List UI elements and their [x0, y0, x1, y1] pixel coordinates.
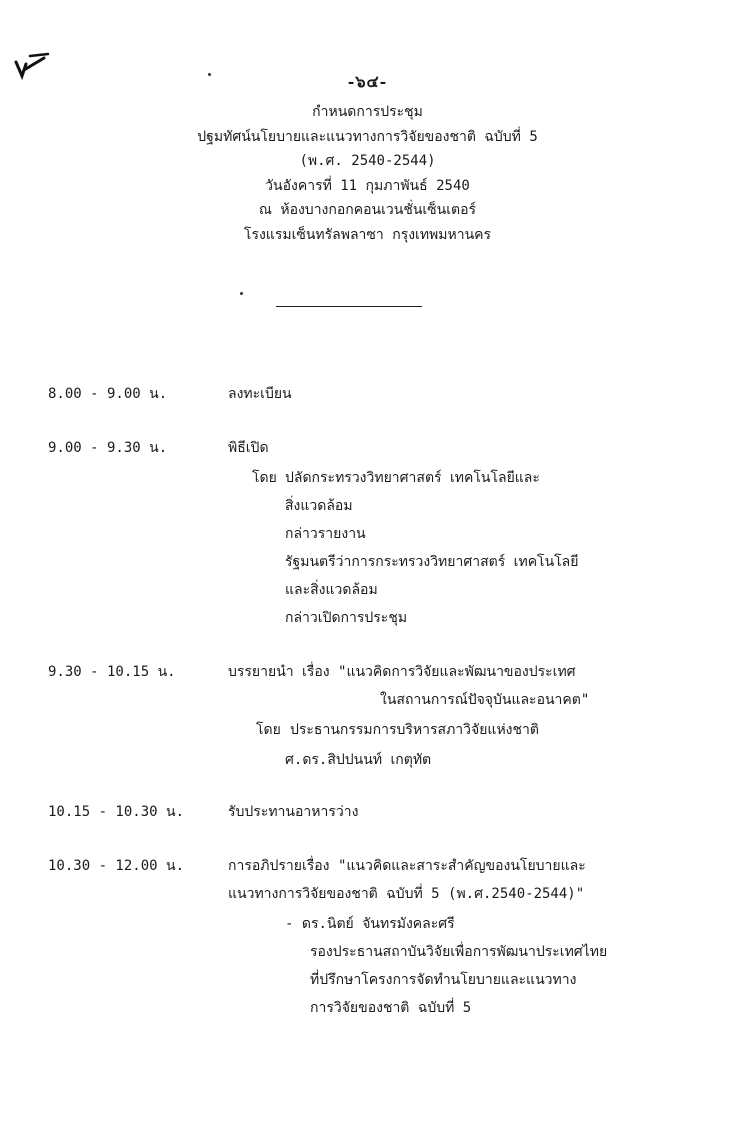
schedule-title-continued: ในสถานการณ์ปัจจุบันและอนาคต": [380, 692, 590, 708]
header-room: ณ ห้องบางกอกคอนเวนชั่นเซ็นเตอร์: [258, 202, 477, 218]
schedule-detail: การวิจัยของชาติ ฉบับที่ 5: [310, 1000, 472, 1016]
schedule-detail: ที่ปรึกษาโครงการจัดทำนโยบายและแนวทาง: [310, 972, 577, 988]
schedule-time: 10.15 - 10.30 น.: [48, 804, 185, 820]
header-venue: โรงแรมเซ็นทรัลพลาซา กรุงเทพมหานคร: [243, 226, 492, 243]
schedule-title: การอภิปรายเรื่อง "แนวคิดและสาระสำคัญของนโยบายและ: [228, 858, 586, 874]
schedule-by-label: โดย: [256, 722, 281, 738]
stray-dot: [240, 292, 243, 295]
schedule-title: ลงทะเบียน: [228, 386, 292, 402]
schedule-detail: รองประธานสถาบันวิจัยเพื่อการพัฒนาประเทศไทย: [310, 944, 608, 960]
schedule-detail: ปลัดกระทรวงวิทยาศาสตร์ เทคโนโลยีและ: [285, 470, 540, 486]
page-number: -๖๔-: [347, 72, 388, 91]
schedule-time: 10.30 - 12.00 น.: [48, 858, 185, 874]
schedule-title: พิธีเปิด: [228, 440, 269, 456]
schedule-title: บรรยายนำ เรื่อง "แนวคิดการวิจัยและพัฒนาของประเทศ: [228, 664, 576, 680]
speaker-role: ประธานกรรมการบริหารสภาวิจัยแห่งชาติ: [290, 722, 539, 738]
schedule-by-label: โดย: [252, 470, 277, 486]
schedule-detail: และสิ่งแวดล้อม: [285, 582, 378, 598]
header-divider: [276, 306, 422, 307]
schedule-time: 9.00 - 9.30 น.: [48, 440, 168, 456]
header-date: วันอังคารที่ 11 กุมภาพันธ์ 2540: [265, 177, 470, 194]
schedule-time: 9.30 - 10.15 น.: [48, 664, 176, 680]
schedule-detail: กล่าวเปิดการประชุม: [285, 610, 408, 626]
schedule-detail: รัฐมนตรีว่าการกระทรวงวิทยาศาสตร์ เทคโนโลยี: [285, 554, 579, 570]
speaker-name: ศ.ดร.สิปปนนท์ เกตุทัต: [285, 752, 432, 768]
document-header: [0, 100, 735, 247]
schedule-title: รับประทานอาหารว่าง: [228, 804, 359, 820]
speaker-name: - ดร.นิตย์ จันทรมังคละศรี: [285, 916, 455, 932]
header-period: (พ.ศ. 2540-2544): [299, 153, 436, 169]
header-title: กำหนดการประชุม: [312, 104, 423, 120]
schedule-title-continued: แนวทางการวิจัยของชาติ ฉบับที่ 5 (พ.ศ.2540-2544)": [228, 886, 585, 902]
header-subject: ปฐมทัศน์นโยบายและแนวทางการวิจัยของชาติ ฉบับที่ 5: [197, 128, 538, 145]
schedule-detail: กล่าวรายงาน: [285, 526, 366, 542]
schedule-detail: สิ่งแวดล้อม: [285, 498, 353, 514]
schedule-time: 8.00 - 9.00 น.: [48, 386, 168, 402]
